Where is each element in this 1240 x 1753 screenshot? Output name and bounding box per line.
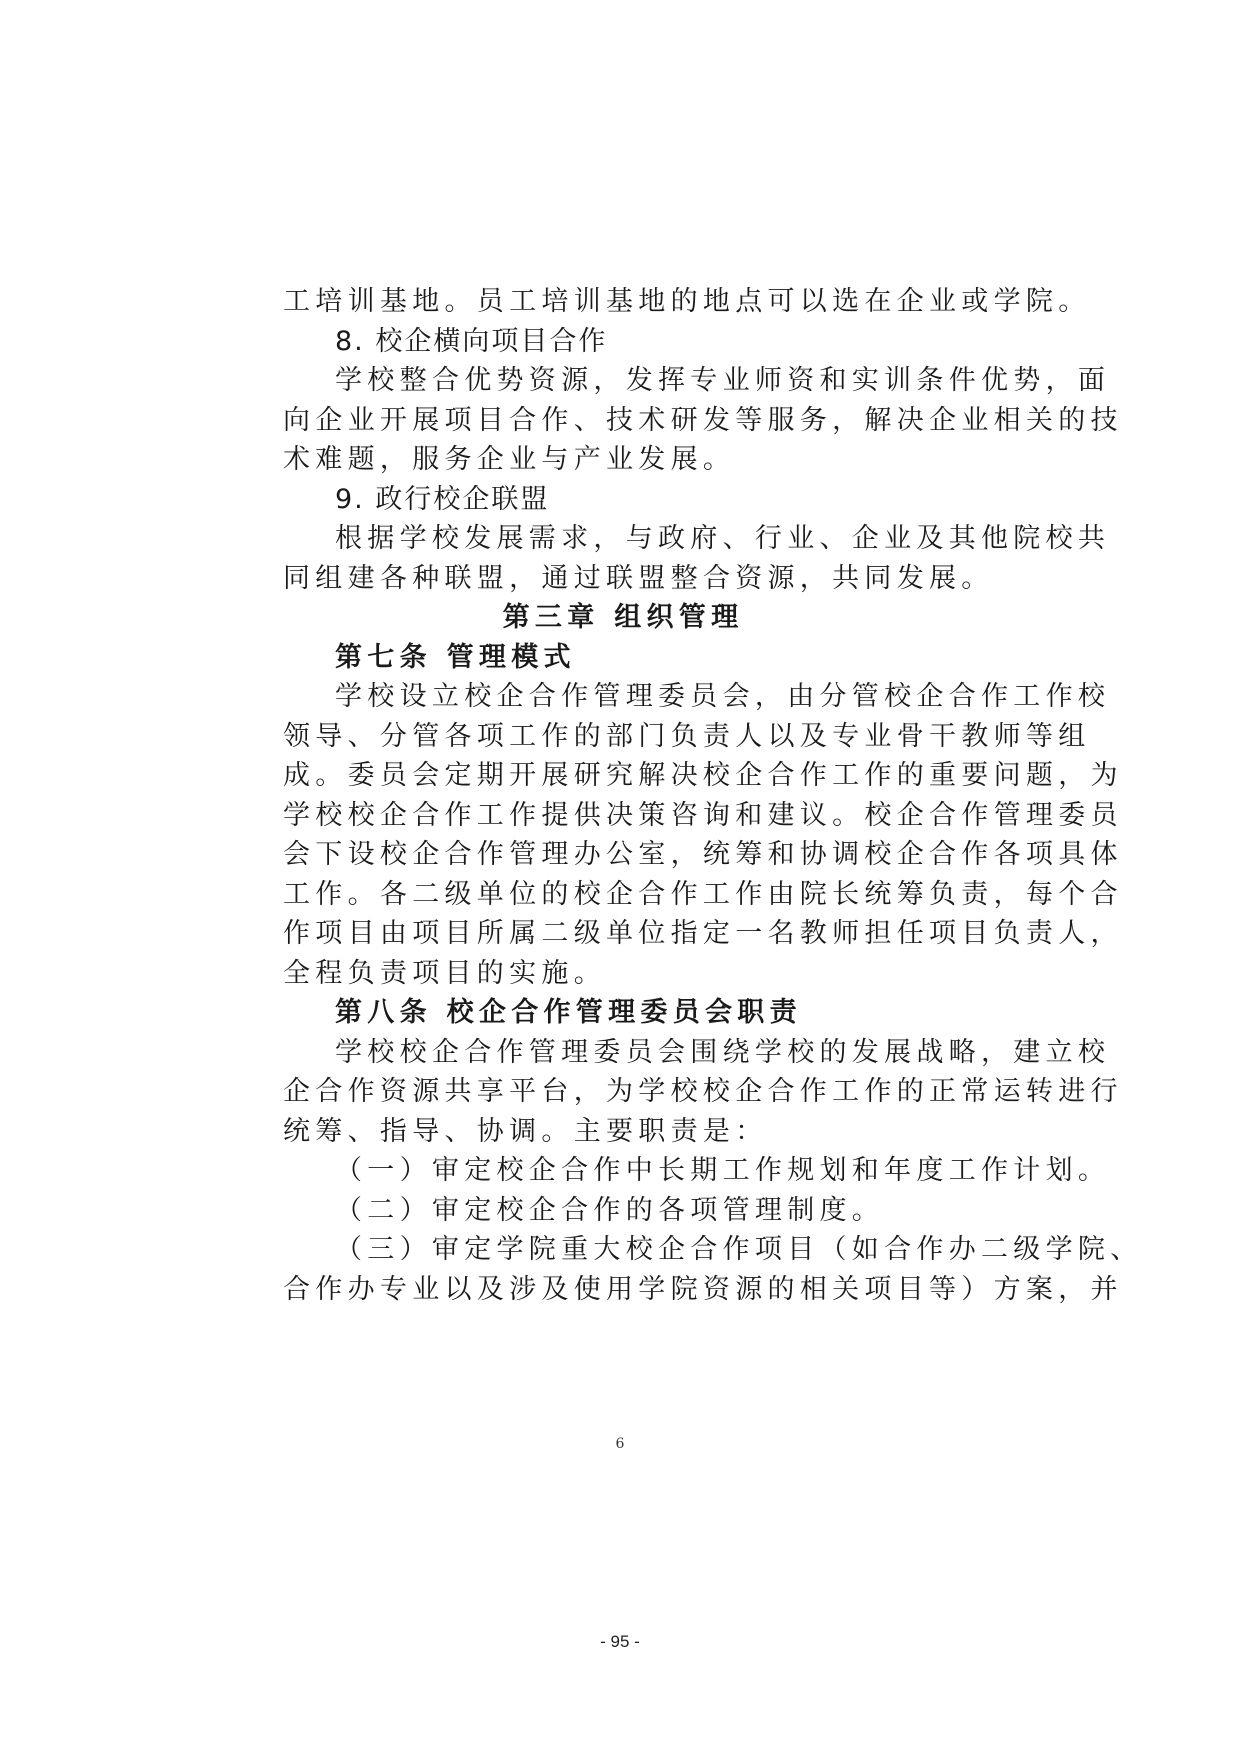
paragraph-line: 工培训基地。员工培训基地的地点可以选在企业或学院。 [283,286,1091,317]
paragraph-line: 企合作资源共享平台，为学校校企合作工作的正常运转进行 [283,1076,1123,1107]
page-number: 6 [615,1436,625,1452]
paragraph-line: 学校校企合作工作提供决策咨询和建议。校企合作管理委员 [283,799,1123,831]
paragraph-line: 术难题，服务企业与产业发展。 [283,444,736,475]
paragraph-line: 领导、分管各项工作的部门负责人以及专业骨干教师等组 [283,720,1091,752]
paragraph-line: 学校设立校企合作管理委员会，由分管校企合作工作校 [335,681,1111,712]
chapter-title: 第三章 组织管理 [502,602,744,633]
list-item: （二）审定校企合作的各项管理制度。 [335,1194,885,1226]
paragraph-line: 全程负责项目的实施。 [283,957,606,989]
list-item: （一）审定校企合作中长期工作规划和年度工作计划。 [335,1155,1111,1186]
paragraph-line: 会下设校企合作管理办公室，统筹和协调校企合作各项具体 [283,839,1123,870]
document-body [283,282,1143,1309]
paragraph-line: 统筹、指导、协调。主要职责是： [283,1115,768,1147]
paragraph-line: 合作办专业以及涉及使用学院资源的相关项目等）方案，并 [283,1273,1123,1305]
paragraph-line: 工作。各二级单位的校企合作工作由院长统筹负责，每个合 [283,878,1123,910]
paragraph-line: 学校整合优势资源，发挥专业师资和实训条件优势，面 [335,365,1111,396]
paragraph-line: 成。委员会定期开展研究解决校企合作工作的重要问题，为 [283,760,1123,791]
paragraph-line: 根据学校发展需求，与政府、行业、企业及其他院校共 [335,523,1111,554]
article-heading: 第八条 校企合作管理委员会职责 [335,997,802,1028]
article-heading: 第七条 管理模式 [335,641,576,673]
item-heading: 9. 政行校企联盟 [335,483,550,515]
footer-page-number: - 95 - [600,1632,640,1651]
paragraph-line: 向企业开展项目合作、技术研发等服务，解决企业相关的技 [283,404,1123,436]
paragraph-line: 学校校企合作管理委员会围绕学校的发展战略，建立校 [335,1036,1111,1068]
paragraph-line: 作项目由项目所属二级单位指定一名教师担任项目负责人， [283,918,1123,949]
paragraph-line: 同组建各种联盟，通过联盟整合资源，共同发展。 [283,562,994,594]
list-item: （三）审定学院重大校企合作项目（如合作办二级学院、 [335,1234,1143,1265]
item-heading: 8. 校企横向项目合作 [335,325,608,357]
